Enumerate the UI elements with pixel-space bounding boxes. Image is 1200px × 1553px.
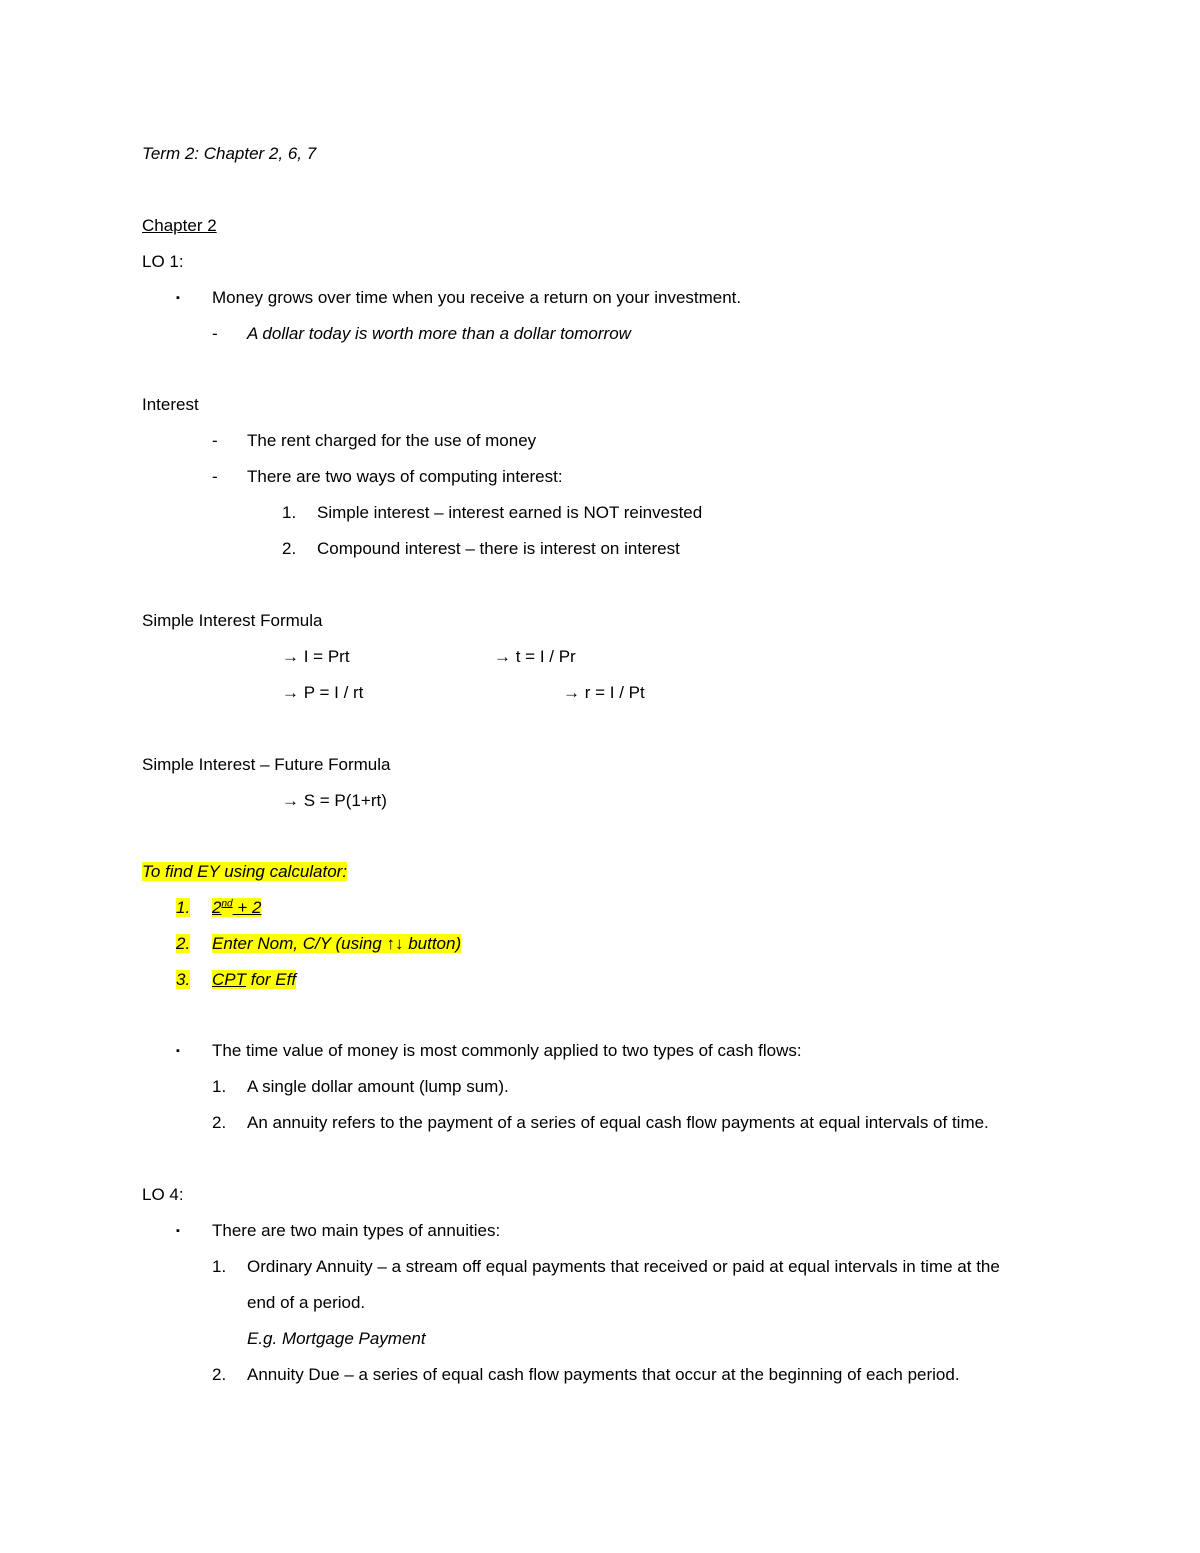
interest-way: Simple interest – interest earned is NOT reinvested <box>317 503 703 522</box>
calc-step-1: 2nd + 2 <box>212 898 262 917</box>
list-number: 3. <box>176 970 191 989</box>
list-number: 2. <box>176 934 191 953</box>
list-number: 1. <box>212 1257 227 1276</box>
list-number: 2. <box>212 1365 227 1384</box>
dash-bullet: - <box>212 324 218 343</box>
list-number: 1. <box>212 1077 227 1096</box>
ordinary-annuity-example: E.g. Mortgage Payment <box>247 1329 426 1348</box>
lo4-bullet-text: There are two main types of annuities: <box>212 1221 501 1240</box>
lo1-label: LO 1: <box>142 252 184 271</box>
future-formula-heading: Simple Interest – Future Formula <box>142 755 391 774</box>
formula-i: → I = Prt <box>282 647 350 666</box>
page-title: Term 2: Chapter 2, 6, 7 <box>142 144 317 163</box>
dash-bullet: - <box>212 467 218 486</box>
interest-way: Compound interest – there is interest on interest <box>317 539 680 558</box>
formula-r: → r = I / Pt <box>563 683 645 702</box>
lo1-bullet-text: Money grows over time when you receive a return on your investment. <box>212 288 742 307</box>
formula-t: → t = I / Pr <box>494 647 576 666</box>
square-bullet-icon: ▪ <box>176 1225 180 1237</box>
list-number: 1. <box>282 503 297 522</box>
future-formula: → S = P(1+rt) <box>282 791 387 810</box>
ordinary-annuity-line1: Ordinary Annuity – a stream off equal payments that received or paid at equal intervals in time at the <box>247 1257 1000 1276</box>
chapter-heading: Chapter 2 <box>142 216 217 235</box>
ordinary-annuity-line2: end of a period. <box>247 1293 366 1312</box>
interest-item: There are two ways of computing interest: <box>247 467 563 486</box>
dash-bullet: - <box>212 431 218 450</box>
formula-p: → P = I / rt <box>282 683 364 702</box>
tvm-item: A single dollar amount (lump sum). <box>247 1077 509 1096</box>
calc-step-3: CPT for Eff <box>212 970 297 989</box>
list-number: 2. <box>282 539 297 558</box>
annuity-due-text: Annuity Due – a series of equal cash flow payments that occur at the beginning of each period. <box>247 1365 960 1384</box>
interest-item: The rent charged for the use of money <box>247 431 537 450</box>
square-bullet-icon: ▪ <box>176 1045 180 1057</box>
interest-heading: Interest <box>142 395 199 414</box>
lo4-label: LO 4: <box>142 1185 184 1204</box>
list-number: 2. <box>212 1113 227 1132</box>
list-number: 1. <box>176 898 191 917</box>
calc-step-2: Enter Nom, C/Y (using ↑↓ button) <box>212 934 462 953</box>
calculator-heading: To find EY using calculator: <box>142 862 348 881</box>
lo1-sub-text: A dollar today is worth more than a dollar tomorrow <box>247 324 631 343</box>
tvm-item: An annuity refers to the payment of a series of equal cash flow payments at equal intervals of time. <box>247 1113 989 1132</box>
square-bullet-icon: ▪ <box>176 292 180 304</box>
simple-interest-heading: Simple Interest Formula <box>142 611 323 630</box>
tvm-bullet-text: The time value of money is most commonly applied to two types of cash flows: <box>212 1041 802 1060</box>
